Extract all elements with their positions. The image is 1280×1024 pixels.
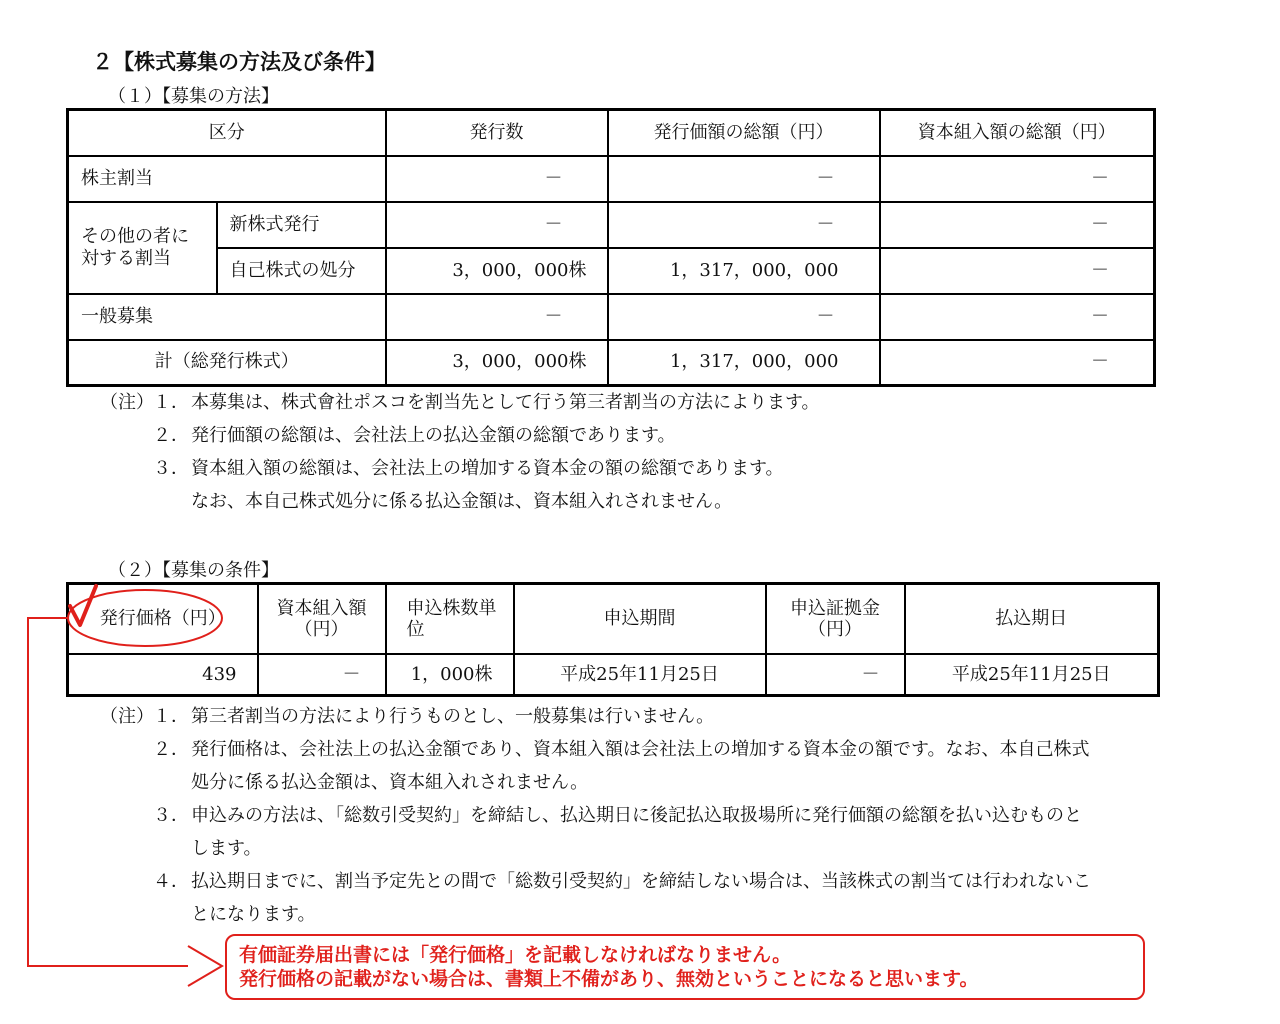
note-text: 本募集は、株式會社ポスコを割当先として行う第三者割当の方法によります。 (191, 392, 820, 413)
cell-amount: － (608, 294, 880, 340)
note-number: ２． (153, 739, 189, 760)
cell-capital: － (880, 340, 1155, 386)
cell-shares: － (386, 294, 608, 340)
section1-title: （１）【募集の方法】 (108, 86, 279, 107)
cell-shares: 3，000，000株 (386, 248, 608, 294)
row-label: 新株式発行 (217, 202, 386, 248)
cell-amount: － (608, 202, 880, 248)
cell-shares: － (386, 156, 608, 202)
cell-amount: － (608, 156, 880, 202)
row-label: 計（総発行株式） (68, 340, 386, 386)
header-capital-per-share: 資本組入額（円） (258, 584, 386, 654)
header-capital-amount: 資本組入額の総額（円） (880, 110, 1155, 156)
header-total-amount: 発行価額の総額（円） (608, 110, 880, 156)
header-payment-date: 払込期日 (905, 584, 1159, 654)
note-text: します。 (191, 838, 262, 859)
checkmark-icon (70, 586, 96, 625)
cell-capital-per-share: － (258, 654, 386, 696)
note-text: なお、本自己株式処分に係る払込金額は、資本組入れされません。 (191, 491, 733, 512)
note-text: 第三者割当の方法により行うものとし、一般募集は行いません。 (191, 706, 715, 727)
note-text: 発行価額の総額は、会社法上の払込金額の総額であります。 (191, 425, 676, 446)
note-text: 処分に係る払込金額は、資本組入れされません。 (191, 772, 589, 793)
cell-shares: 3，000，000株 (386, 340, 608, 386)
note-number: ２． (153, 425, 189, 446)
cell-capital: － (880, 294, 1155, 340)
connector-line (28, 618, 188, 966)
note-number: ４． (153, 871, 189, 892)
annotation-callout (225, 934, 1145, 1000)
row-label: 株主割当 (68, 156, 386, 202)
cell-amount: 1，317，000，000 (608, 340, 880, 386)
cell-deposit: － (766, 654, 905, 696)
note-text: 資本組入額の総額は、会社法上の増加する資本金の額の総額であります。 (191, 458, 784, 479)
notes-prefix: （注） (100, 392, 154, 413)
callout-line: 発行価格の記載がない場合は、書類上不備があり、無効ということになると思います。 (239, 968, 979, 990)
arrow-chevron-icon (188, 946, 222, 986)
note-text: 申込みの方法は、「総数引受契約」を締結し、払込期日に後記払込取扱場所に発行価額の総額を払い込むものと (191, 805, 1082, 826)
note-number: １． (153, 392, 189, 413)
note-number: ３． (153, 805, 189, 826)
row-group-label: その他の者に対する割当 (68, 202, 217, 294)
header-subscription-unit: 申込株数単位 (386, 584, 514, 654)
cell-capital: － (880, 156, 1155, 202)
section2-title: （２）【募集の条件】 (108, 560, 279, 581)
cell-subscription-period: 平成25年11月25日 (514, 654, 766, 696)
row-label: 自己株式の処分 (217, 248, 386, 294)
cell-issue-price: 439 (68, 654, 258, 696)
callout-line: 有価証券届出書には「発行価格」を記載しなければなりません。 (239, 944, 792, 966)
row-label: 一般募集 (68, 294, 386, 340)
cell-payment-date: 平成25年11月25日 (905, 654, 1159, 696)
cell-amount: 1，317，000，000 (608, 248, 880, 294)
cell-capital: － (880, 248, 1155, 294)
header-category: 区分 (68, 110, 386, 156)
notes-prefix: （注） (100, 706, 154, 727)
cell-shares: － (386, 202, 608, 248)
note-number: ３． (153, 458, 189, 479)
header-subscription-period: 申込期間 (514, 584, 766, 654)
note-text: とになります。 (191, 904, 316, 925)
cell-subscription-unit: 1，000株 (386, 654, 514, 696)
note-text: 払込期日までに、割当予定先との間で「総数引受契約」を締結しない場合は、当該株式の割当ては行われないこ (191, 871, 1091, 892)
header-issue-price: 発行価格（円） (68, 584, 258, 654)
header-shares: 発行数 (386, 110, 608, 156)
note-text: 発行価格は、会社法上の払込金額であり、資本組入額は会社法上の増加する資本金の額です。なお、本自己株式 (191, 739, 1090, 760)
cell-capital: － (880, 202, 1155, 248)
section-heading: ２【株式募集の方法及び条件】 (92, 50, 386, 74)
note-number: １． (153, 706, 189, 727)
header-deposit: 申込証拠金（円） (766, 584, 905, 654)
